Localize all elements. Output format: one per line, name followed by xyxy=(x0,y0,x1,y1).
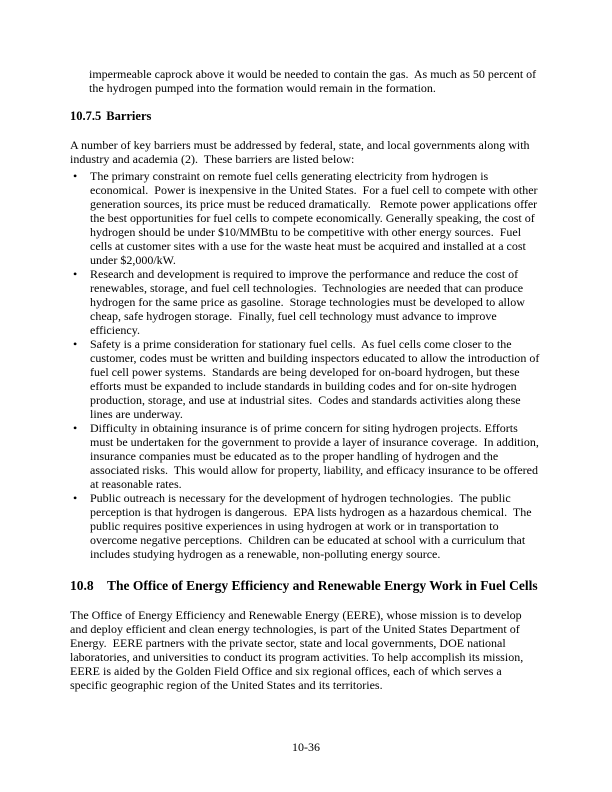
section-number: 10.8 xyxy=(70,577,94,593)
bullet-icon: • xyxy=(73,168,78,183)
bullet-text: The primary constraint on remote fuel cells generating electricity from hydrogen is economical. Power is inexpensive in the United States. For a fuel cell to compete with other generation sources, its price must be reduced dramatically. Remote power applications offer the best opportunities for fuel cells to compete economically. Generally speaking, the cost of hydrogen should be under $10/MMBtu to be competitive with other energy sources. Fuel cells at customer sites with a use for the waste heat must be acquired and installed at a cost under $2,000/kW. xyxy=(90,168,541,267)
list-item xyxy=(70,491,540,561)
section-heading-barriers xyxy=(70,108,540,125)
bullet-text: Difficulty in obtaining insurance is of prime concern for siting hydrogen projects. Efforts must be undertaken for the government to provide a layer of insurance coverage. In addition, insurance companies must be educated as to the proper handling of hydrogen and the associated risks. This would allow for property, liability, and efficacy insurance to be offered at reasonable rates. xyxy=(90,420,542,491)
list-item xyxy=(70,169,540,267)
list-item xyxy=(70,421,540,491)
bullet-text: Research and development is required to improve the performance and reduce the cost of renewables, storage, and fuel cell technologies. Technologies are needed that can produce hydrogen for the same price as gasoline. Storage technologies must be developed to allow cheap, safe hydrogen storage. Finally, fuel cell technology must advance to improve efficiency. xyxy=(90,266,528,337)
section-heading-eere xyxy=(70,577,540,595)
list-item xyxy=(70,336,543,421)
bullet-icon: • xyxy=(73,336,78,351)
bullet-icon: • xyxy=(73,266,78,281)
bullet-text: Safety is a prime consideration for stationary fuel cells. As fuel cells come closer to the customer, codes must be written and building inspectors educated to allow the introduction of fuel cell power systems. Standards are being developed for on-board hydrogen, but these efforts must be expanded to include standards in building codes and for on-site hydrogen production, storage, and use at industrial sites. Codes and standards activities along these lines are underway. xyxy=(90,336,543,421)
eere-paragraph: The Office of Energy Efficiency and Renewable Energy (EERE), whose mission is to develop and deploy efficient and clean energy technologies, is part of the United States Department of Energy. EERE partners with the private sector, state and local governments, DOE national laboratories, and universities to conduct its program activities. To help accomplish its mission, EERE is aided by the Golden Field Office and six regional offices, each of which serves a specific geographic region of the United States and its territories. xyxy=(70,607,527,692)
section-title: Barriers xyxy=(106,109,152,123)
bullet-text: Public outreach is necessary for the development of hydrogen technologies. The public perception is that hydrogen is dangerous. EPA lists hydrogen as a hazardous chemical. The public requires positive experiences in using hydrogen at work or in transportation to overcome negative perceptions. Children can be educated at school with a curriculum that includes studying hydrogen as a renewable, non-polluting energy source. xyxy=(90,490,535,561)
barriers-intro-paragraph: A number of key barriers must be addressed by federal, state, and local governments along with industry and academia (2). These barriers are listed below: xyxy=(70,137,533,166)
section-title: The Office of Energy Efficiency and Renewable Energy Work in Fuel Cells xyxy=(107,577,538,593)
section-number: 10.7.5 xyxy=(70,109,102,123)
bullet-icon: • xyxy=(73,420,78,435)
continued-paragraph: impermeable caprock above it would be needed to contain the gas. As much as 50 percent of the hydrogen pumped into the formation would remain in the formation. xyxy=(89,67,540,95)
list-item xyxy=(70,267,540,337)
barriers-bullet-list xyxy=(70,168,543,561)
bullet-icon: • xyxy=(73,490,78,505)
page-number: 10-36 xyxy=(292,740,320,754)
